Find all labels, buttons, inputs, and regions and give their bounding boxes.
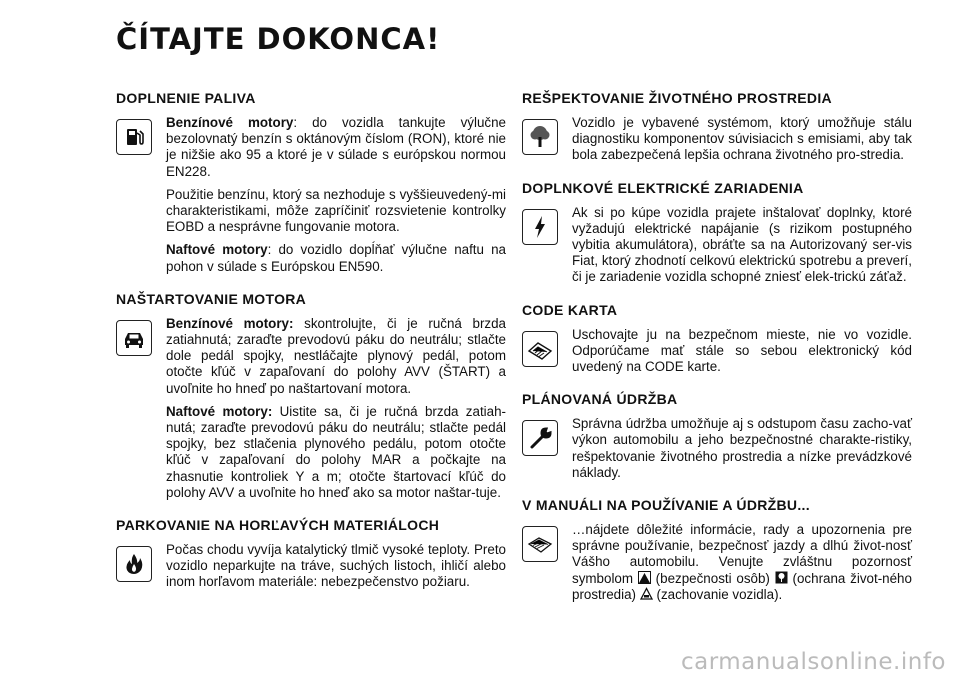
left-column [116,90,506,607]
section-heading: DOPLNENIE PALIVA [116,90,256,106]
book-icon [522,526,558,562]
section-heading: PARKOVANIE NA HORĽAVÝCH MATERIÁLOCH [116,517,440,534]
section-heading: NAŠTARTOVANIE MOTORA [116,290,307,307]
section-environment: REŠPEKTOVANIE ŽIVOTNÉHO PROSTREDIA Vozidlo je vybavené systémom, ktorý umožňuje stálu diagnostiku komponentov súvisiacich s emisiami, aby tak bola zabezpečená lepšia ochrana životného pro-stredia. [522,90,912,163]
section-parking: PARKOVANIE NA HORĽAVÝCH MATERIÁLOCH Počas chodu vyvíja katalytický tlmič vysoké teploty. Preto vozidlo neparkujte na tráve, suchých listoch, ihličí alebo inom horľavom materiále: nebezpečenstvo požiaru. [116,517,506,590]
section-heading: V MANUÁLI NA POUŽÍVANIE A ÚDRŽBU... [522,497,810,514]
environment-symbol-icon [775,571,788,584]
lightning-icon [522,209,558,245]
flame-icon [116,546,152,582]
fuel-pump-icon [116,119,152,155]
tree-icon [522,119,558,155]
section-heading: CODE KARTA [522,301,618,318]
section-heading: REŠPEKTOVANIE ŽIVOTNÉHO PROSTREDIA [522,90,832,106]
car-icon [116,320,152,356]
section-fuel: DOPLNENIE PALIVA Benzínové motory: do vozidla tankujte výlučne bezolovnatý benzín s oktánovým číslom (RON), ktoré nie je nižšie ako 95 a ktoré je v súlade s európskou normou EN228. Použitie benzínu, ktorý sa nezhoduje s vyššieuvedený-mi charakteristikami, môže zapríčiniť rozsvietenie kontrolky EOBD a nesprávne fungovanie motora. Naftové motory: do vozidlo dopĺňať výlučne naftu na pohon v súlade s Európskou EN590. [116,90,506,274]
code-card-icon [522,331,558,367]
section-heading: PLÁNOVANÁ ÚDRŽBA [522,391,678,408]
section-heading: DOPLNKOVÉ ELEKTRICKÉ ZARIADENIA [522,179,804,196]
watermark: carmanualsonline.info [680,649,946,675]
section-maintenance: PLÁNOVANÁ ÚDRŽBA Správna údržba umožňuje aj s odstupom času zacho-vať výkon automobilu a jeho bezpečnostné charakte-ristiky, rešpektovanie životného prostredia a nízke prevádzkové náklady. [522,391,912,480]
person-safety-icon [638,571,651,584]
vehicle-warning-icon [640,587,653,600]
page-title: ČÍTAJTE DOKONCA! [116,22,441,56]
wrench-icon [522,420,558,456]
section-code-card: CODE KARTA Uschovajte ju na bezpečnom mieste, nie vo vozidle. Odporúčame mať stále so sebou elektronický kód uvedený na CODE karte. [522,301,912,375]
section-manual: V MANUÁLI NA POUŽÍVANIE A ÚDRŽBU... …nájdete dôležité informácie, rady a upozornenia pre správne používanie, bezpečnosť jazdy a dlhú život-nosť Vášho automobilu. Venujte zvláštnu pozornosť symbolom (bezpečnosti osôb) (ochrana život-ného prostredia) (zachovanie vozidla). [522,497,912,602]
section-electric: DOPLNKOVÉ ELEKTRICKÉ ZARIADENIA Ak si po kúpe vozidla prajete inštalovať doplnky, ktoré vyžadujú elektrické napájanie (s rizikom postupného vybitia akumulátora), obráťte sa na Autorizovaný ser-vis Fiat, ktorý zhodnotí celkovú elektrickú spotrebu a preverí, či je zariadenie vozidla schopné zniesť elek-trickú záťaž. [522,179,912,285]
section-start: NAŠTARTOVANIE MOTORA Benzínové motory: skontrolujte, či je ručná brzda zatiahnutá; zaraďte prevodovú páku do neutrálu; stlačte dole pedál spojky, nestláčajte plynový pedál, potom otočte kľúč v zapaľovaní do polohy AVV (ŠTART) a uvoľnite ho hneď po naštartovaní motora. Naftové motory: Uistite sa, či je ručná brzda zatiah-nutá; zaraďte prevodovú páku do neutrálu; stlačte pedál spojky, bez stlačenia plynového pedálu, potom otočte kľúč v zapaľovaní do polohy MAR a počkajte na zhasnutie kontroliek Y a m; otočte štartovací kľúč do polohy AVV a uvoľnite ho hneď ako sa motor naštar-tuje. [116,290,507,500]
right-column [522,90,912,619]
